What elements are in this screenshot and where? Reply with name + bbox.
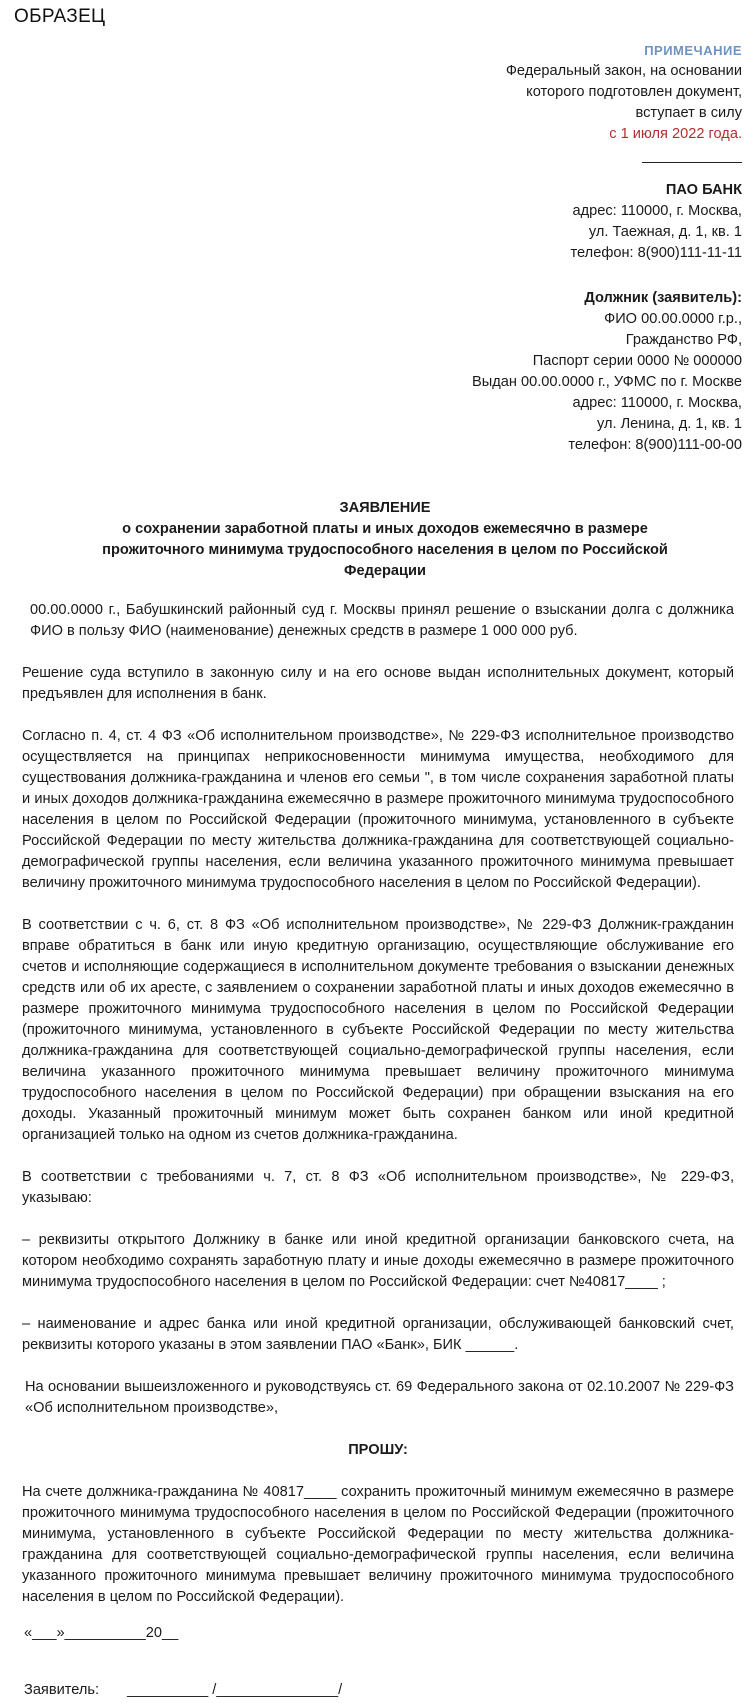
note-line: Федеральный закон, на основании — [505, 63, 742, 79]
paragraph-legal-basis-art4: Согласно п. 4, ст. 4 ФЗ «Об исполнительном производстве», № 229-ФЗ исполнительное производство осуществляется на принципах неприкосновенности минимума имущества, необходимого для существования должника-гражданина и членов его семьи ", в том числе сохранения заработной платы и иных доходов должника-гражданина ежемесячно в размере прожиточного минимума трудоспособного населения в целом по Российской Федерации (прожиточного минимума, установленного в субъекте Российской Федерации по месту жительства должника-гражданина для соответствующей социально-демографической группы населения, если величина указанного прожиточного минимума превышает величину прожиточного минимума трудоспособного населения в целом по Российской Федерации). — [22, 728, 734, 891]
bank-address-line: ул. Таежная, д. 1, кв. 1 — [588, 224, 742, 240]
debtor-block — [472, 288, 742, 456]
paragraph-grounds: На основании вышеизложенного и руководствуясь ст. 69 Федерального закона от 02.10.2007 № 229-ФЗ «Об исполнительном производстве», — [25, 1379, 734, 1416]
debtor-heading: Должник (заявитель): — [584, 290, 742, 306]
bank-address-line: адрес: 110000, г. Москва, — [572, 203, 742, 219]
bank-recipient-block — [571, 180, 742, 264]
title-line: ЗАЯВЛЕНИЕ — [339, 500, 431, 516]
note-line: вступает в силу — [635, 105, 742, 121]
debtor-citizenship: Гражданство РФ, — [625, 332, 742, 348]
separator-line — [642, 162, 742, 163]
paragraph-bank-details: – наименование и адрес банка или иной кредитной организации, обслуживающей банковский счет, реквизиты которого указаны в этом заявлении ПАО «Банк», БИК ______. — [22, 1316, 734, 1353]
title-line: о сохранении заработной платы и иных доходов ежемесячно в размере — [122, 521, 648, 537]
paragraph-legal-basis-art8-p6: В соответствии с ч. 6, ст. 8 ФЗ «Об исполнительном производстве», № 229-ФЗ Должник-гражданин вправе обратиться в банк или иную кредитную организацию, осуществляющие обслуживание его счетов и исполняющие содержащиеся в исполнительном документе требования о взыскании денежных средств или об их аресте, с заявлением о сохранении заработной платы и иных доходов ежемесячно в размере прожиточного минимума трудоспособного населения в целом по Российской Федерации (прожиточного минимума, установленного в субъекте Российской Федерации по месту жительства должника-гражданина для соответствующей социально-демографической группы населения, если величина указанного прожиточного минимума превышает величину прожиточного минимума трудоспособного населения в целом по Российской Федерации) при обращении взыскания на его доходы. Указанный прожиточный минимум может быть сохранен банком или иной кредитной организацией только на одном из счетов должника-гражданина. — [22, 917, 734, 1143]
title-line: Федерации — [344, 563, 426, 579]
debtor-address-line: адрес: 110000, г. Москва, — [572, 395, 742, 411]
debtor-passport-issued: Выдан 00.00.0000 г., УФМС по г. Москве — [472, 374, 742, 390]
note-line: которого подготовлен документ, — [526, 84, 742, 100]
debtor-phone: телефон: 8(900)111-00-00 — [568, 437, 742, 453]
signature-blanks: __________ /_______________/ — [127, 1682, 343, 1698]
paragraph-court-decision: 00.00.0000 г., Бабушкинский районный суд г. Москвы принял решение о взыскании долга с должника ФИО в пользу ФИО (наименование) денежных средств в размере 1 000 000 руб. — [30, 602, 734, 639]
debtor-name: ФИО 00.00.0000 г.р., — [604, 311, 742, 327]
sample-watermark: ОБРАЗЕЦ — [14, 6, 106, 27]
date-line: «___»__________20__ — [24, 1625, 179, 1641]
request-heading: ПРОШУ: — [348, 1442, 408, 1458]
signer-label: Заявитель: — [24, 1682, 100, 1698]
paragraph-account-details: – реквизиты открытого Должнику в банке или иной кредитной организации банковского счета, на котором необходимо сохранять заработную плату и иные доходы ежемесячно в размере прожиточного минимума трудоспособного населения в целом по Российской Федерации: счет №40817____ ; — [22, 1232, 734, 1290]
note-effective-date: с 1 июля 2022 года. — [609, 126, 742, 142]
note-block — [506, 40, 742, 145]
note-title: ПРИМЕЧАНИЕ — [644, 43, 742, 58]
paragraph-decision-in-force: Решение суда вступило в законную силу и на его основе выдан исполнительных документ, который предъявлен для исполнения в банк. — [22, 665, 734, 702]
document-body — [22, 600, 734, 1629]
document-title — [60, 498, 710, 582]
bank-phone: телефон: 8(900)111-11-11 — [570, 245, 742, 261]
bank-name: ПАО БАНК — [665, 182, 742, 198]
paragraph-request: На счете должника-гражданина № 40817____ сохранить прожиточный минимум ежемесячно в размере прожиточного минимума трудоспособного населения в целом по Российской Федерации (прожиточного минимума, установленного в субъекте Российской Федерации по месту жительства должника-гражданина для соответствующей социально-демографической группы населения, если величина указанного прожиточного минимума превышает величину прожиточного минимума трудоспособного населения в целом по Российской Федерации). — [22, 1484, 734, 1605]
signature-line — [24, 1680, 342, 1701]
debtor-passport: Паспорт серии 0000 № 000000 — [532, 353, 742, 369]
paragraph-legal-basis-art8-p7: В соответствии с требованиями ч. 7, ст. 8 ФЗ «Об исполнительном производстве», № 229-ФЗ, указываю: — [22, 1169, 734, 1206]
debtor-address-line: ул. Ленина, д. 1, кв. 1 — [596, 416, 742, 432]
title-line: прожиточного минимума трудоспособного населения в целом по Российской — [102, 542, 668, 558]
